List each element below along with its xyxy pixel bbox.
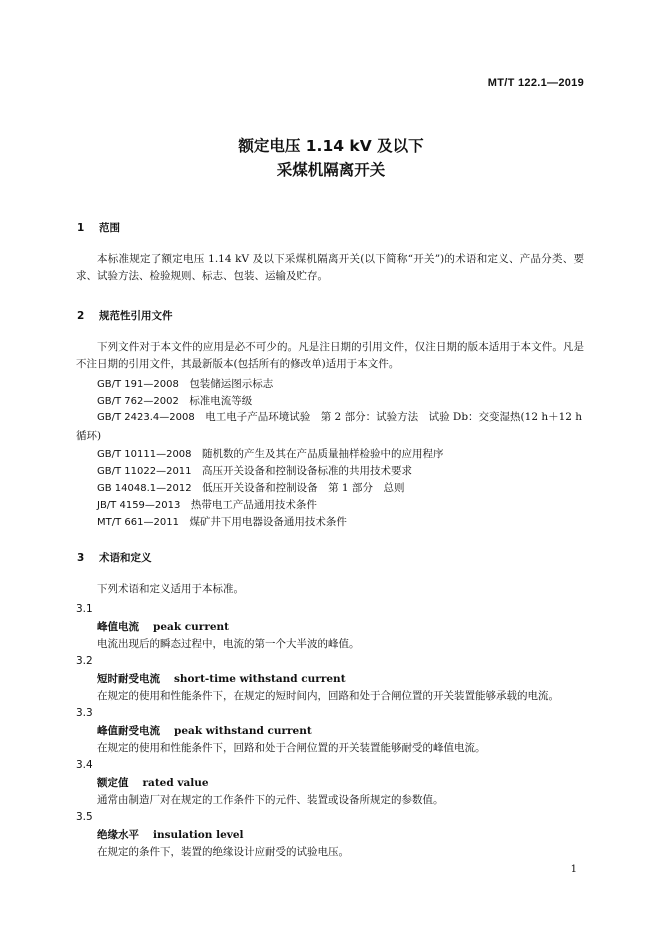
reference-code: GB/T 10111—2008	[97, 449, 192, 460]
term-en: short-time withstand current	[174, 673, 346, 685]
section-2-heading	[77, 308, 173, 323]
section-title: 规范性引用文件	[99, 310, 173, 322]
section-1-heading	[77, 220, 120, 235]
reference-code: MT/T 661—2011	[97, 517, 179, 528]
term-definition: 在规定的使用和性能条件下，在规定的短时间内，回路和处于合闸位置的开关装置能够承载的电流。	[97, 690, 559, 702]
reference-item	[97, 463, 412, 478]
reference-item	[97, 514, 347, 529]
reference-item	[97, 497, 317, 512]
section-number: 3	[77, 552, 85, 564]
term-zh: 绝缘水平	[97, 829, 139, 841]
term-number: 3.1	[76, 603, 93, 615]
term-definition: 在规定的使用和性能条件下，回路和处于合闸位置的开关装置能够耐受的峰值电流。	[97, 742, 486, 754]
section-1-paragraph: 本标准规定了额定电压 1.14 kV 及以下采煤机隔离开关(以下简称“开关”)的术语和定义、产品分类、要求、试验方法、检验规则、标志、包装、运输及贮存。	[76, 253, 584, 282]
term-heading	[97, 723, 312, 738]
section-3-heading	[77, 550, 152, 565]
reference-title: 标准电流等级	[189, 395, 253, 407]
reference-title: 热带电工产品通用技术条件	[190, 499, 317, 511]
term-definition: 在规定的条件下，装置的绝缘设计应耐受的试验电压。	[97, 846, 349, 858]
term-zh: 短时耐受电流	[97, 673, 160, 685]
section-number: 2	[77, 310, 85, 322]
reference-title: 电工电子产品环境试验 第 2 部分：试验方法 试验 Db：交变湿热(12 h＋12 h 循环)	[76, 411, 583, 442]
term-en: insulation level	[153, 829, 244, 841]
reference-item	[97, 376, 273, 391]
section-title: 范围	[99, 222, 120, 234]
section-2-paragraph: 下列文件对于本文件的应用是必不可少的。凡是注日期的引用文件，仅注日期的版本适用于本文件。凡是不注日期的引用文件，其最新版本(包括所有的修改单)适用于本文件。	[76, 341, 584, 370]
reference-code: GB/T 11022—2011	[97, 466, 192, 477]
reference-title: 包装储运图示标志	[189, 378, 274, 390]
reference-title: 低压开关设备和控制设备 第 1 部分 总则	[202, 482, 405, 494]
term-heading	[97, 671, 346, 686]
standard-id: MT/T 122.1—2019	[487, 77, 584, 89]
reference-code: GB/T 2423.4—2008	[97, 412, 195, 423]
term-zh: 峰值耐受电流	[97, 725, 160, 737]
reference-item	[97, 393, 252, 408]
section-title: 术语和定义	[99, 552, 152, 564]
term-heading	[97, 775, 209, 790]
reference-code: GB/T 762—2002	[97, 396, 179, 407]
term-heading	[97, 827, 244, 842]
term-zh: 峰值电流	[97, 621, 139, 633]
term-en: peak current	[153, 621, 230, 633]
document-title	[0, 134, 662, 182]
term-definition: 通常由制造厂对在规定的工作条件下的元件、装置或设备所规定的参数值。	[97, 794, 444, 806]
reference-code: GB 14048.1—2012	[97, 483, 192, 494]
reference-title: 随机数的产生及其在产品质量抽样检验中的应用程序	[202, 448, 444, 460]
term-heading	[97, 619, 229, 634]
reference-item	[97, 480, 404, 495]
term-number: 3.5	[76, 811, 93, 823]
page-number: 1	[570, 864, 577, 875]
reference-item	[76, 408, 584, 445]
section-3-paragraph: 下列术语和定义适用于本标准。	[97, 583, 244, 595]
term-en: rated value	[142, 777, 209, 789]
term-number: 3.2	[76, 655, 93, 667]
reference-title: 煤矿井下用电器设备通用技术条件	[189, 516, 347, 528]
term-zh: 额定值	[97, 777, 129, 789]
reference-item	[97, 446, 444, 461]
term-en: peak withstand current	[174, 725, 312, 737]
title-line-1: 额定电压 1.14 kV 及以下	[238, 137, 424, 155]
reference-code: GB/T 191—2008	[97, 379, 179, 390]
section-number: 1	[77, 222, 85, 234]
reference-code: JB/T 4159—2013	[97, 500, 181, 511]
term-number: 3.3	[76, 707, 93, 719]
title-line-2: 采煤机隔离开关	[276, 161, 386, 179]
term-number: 3.4	[76, 759, 93, 771]
term-definition: 电流出现后的瞬态过程中，电流的第一个大半波的峰值。	[97, 638, 360, 650]
reference-title: 高压开关设备和控制设备标准的共用技术要求	[202, 465, 413, 477]
